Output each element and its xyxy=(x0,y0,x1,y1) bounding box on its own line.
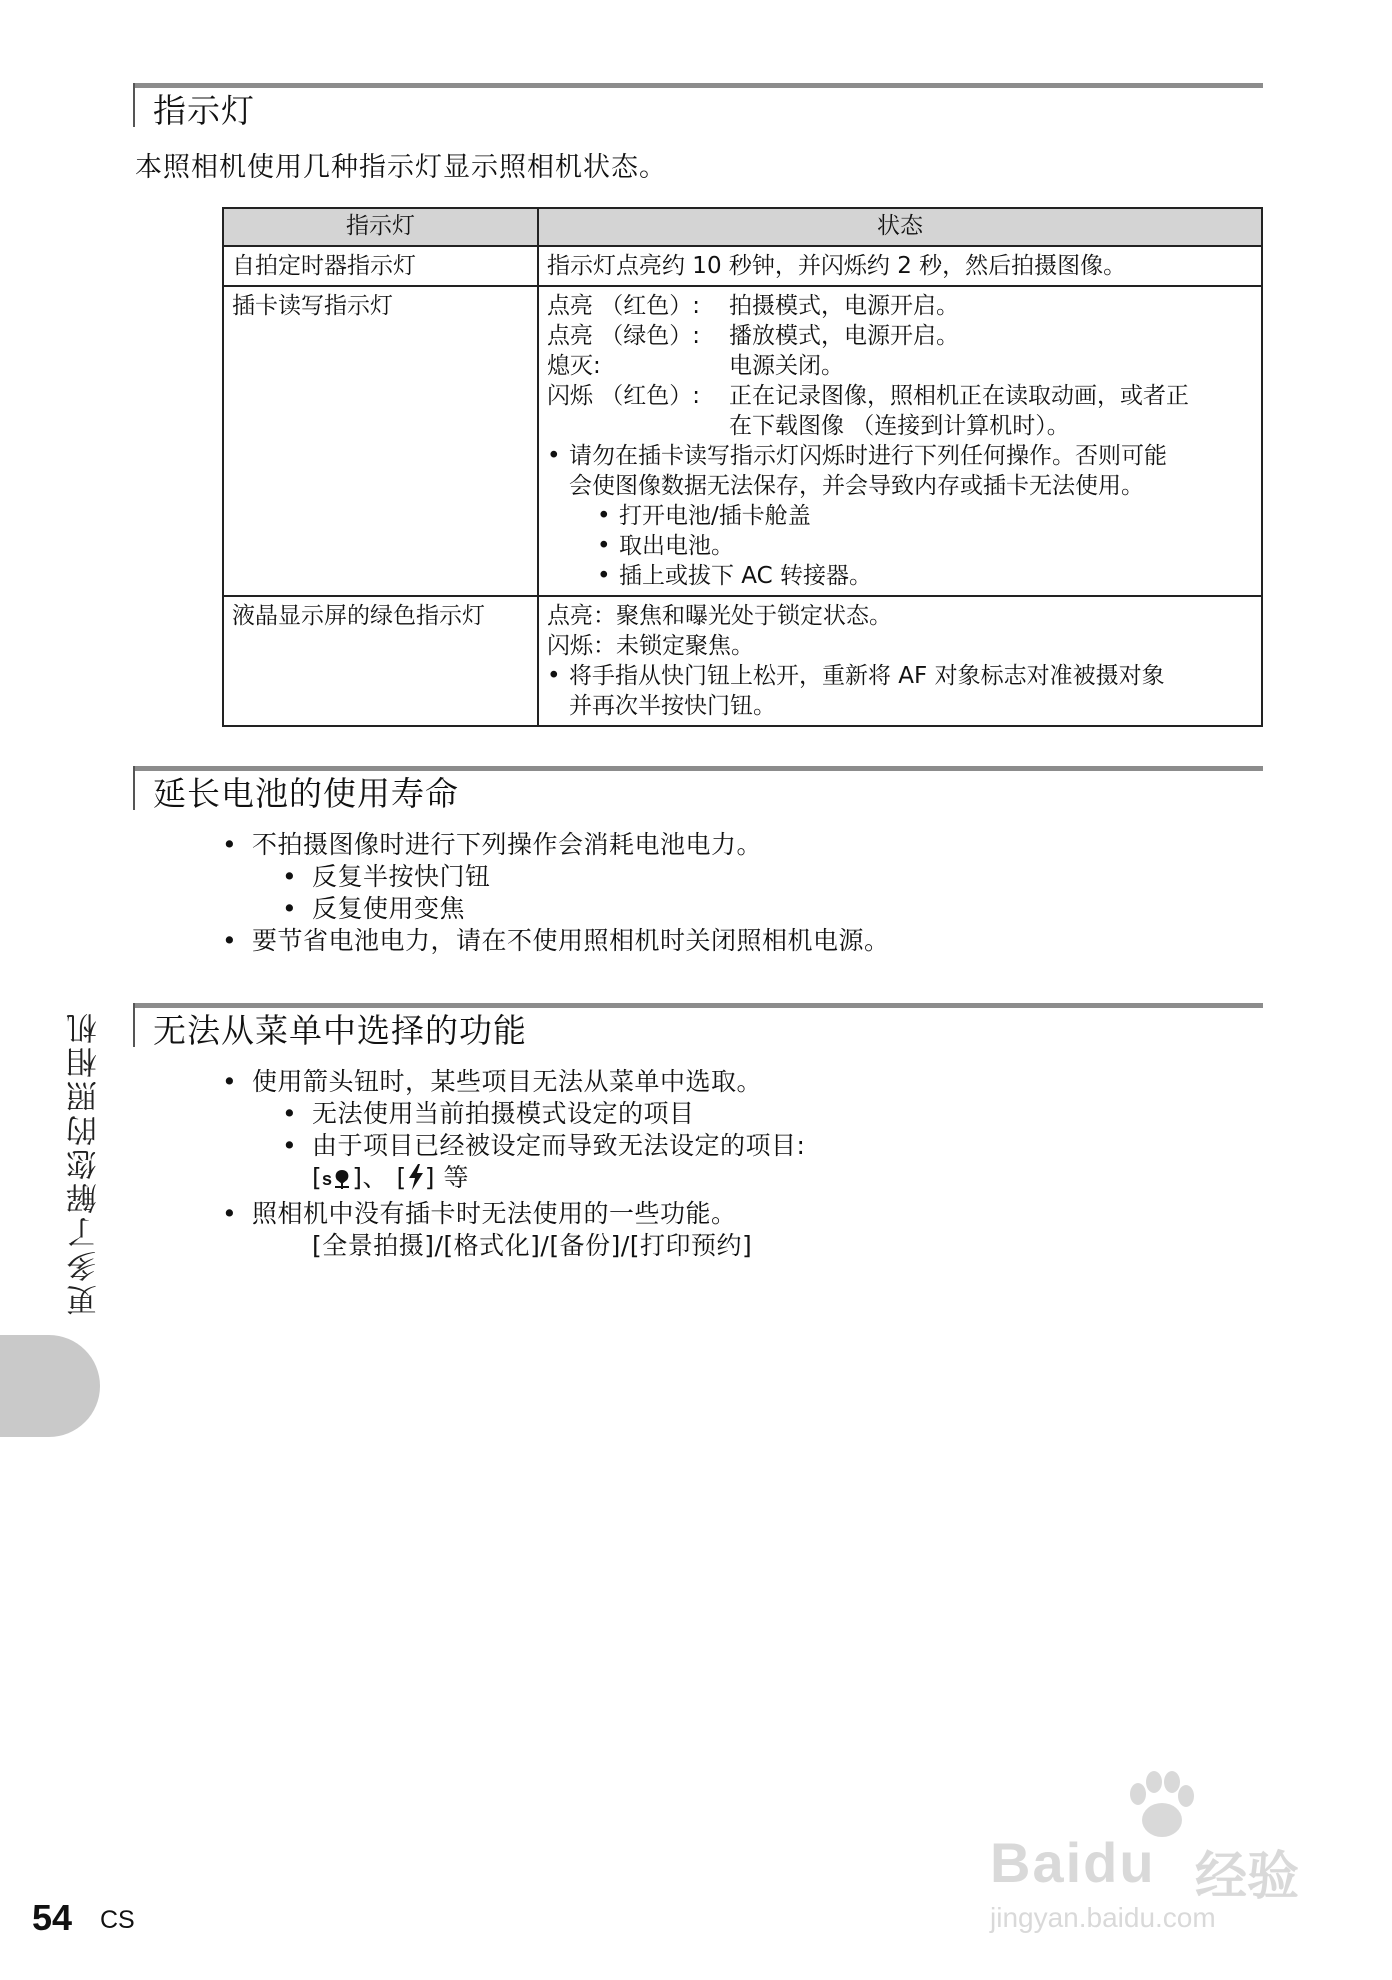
cell-label: 自拍定时器指示灯 xyxy=(223,246,538,286)
page-number: 54 xyxy=(32,1897,73,1938)
header-rule-left xyxy=(133,766,135,810)
sub-bullet: • 打开电池/插卡舱盖 xyxy=(597,503,811,529)
section-title-indicators: 指示灯 xyxy=(153,91,255,130)
list-item: • 不拍摄图像时进行下列操作会消耗电池电力。 xyxy=(222,830,763,859)
list-item-detail: [全景拍摄]/[格式化]/[备份]/[打印预约] xyxy=(312,1231,753,1260)
svg-text:s: s xyxy=(322,1169,333,1189)
intro-text: 本照相机使用几种指示灯显示照相机状态。 xyxy=(135,152,667,183)
status-line: 点亮 （绿色）: 播放模式，电源开启。 xyxy=(547,323,959,349)
section-header xyxy=(133,1003,1263,1050)
note-bullet: • 请勿在插卡读写指示灯闪烁时进行下列任何操作。否则可能 会使图像数据无法保存，并会导致内存或插卡无法使用。 xyxy=(547,443,1167,499)
cell-label: 液晶显示屏的绿色指示灯 xyxy=(223,596,538,726)
indicator-table xyxy=(222,207,1263,727)
list-item-sub: • 无法使用当前拍摄模式设定的项目 xyxy=(282,1099,695,1128)
header-rule xyxy=(133,1003,1263,1008)
list-item-sub: • 反复使用变焦 xyxy=(282,894,466,923)
section-indicators xyxy=(133,83,1263,130)
sub-bullet: • 取出电池。 xyxy=(597,533,734,559)
watermark xyxy=(990,1770,1310,1940)
status-line: 点亮：聚焦和曝光处于锁定状态。 xyxy=(547,603,892,629)
table-row xyxy=(223,246,1262,286)
flash-icon xyxy=(407,1164,425,1198)
list-item: • 使用箭头钮时，某些项目无法从菜单中选取。 xyxy=(222,1067,763,1096)
header-rule-left xyxy=(133,1003,135,1047)
page-language: CS xyxy=(100,1906,135,1934)
column-header-indicator: 指示灯 xyxy=(223,208,538,246)
header-rule xyxy=(133,766,1263,771)
super-macro-icon xyxy=(322,1164,352,1198)
list-item-sub: • 由于项目已经被设定而导致无法设定的项目: xyxy=(282,1131,806,1160)
section-header xyxy=(133,83,1263,130)
section-menu xyxy=(133,1003,1263,1050)
table-row xyxy=(223,286,1262,596)
note-bullet: • 将手指从快门钮上松开，重新将 AF 对象标志对准被摄对象 并再次半按快门钮。 xyxy=(547,663,1165,719)
table-row xyxy=(223,596,1262,726)
battery-list xyxy=(222,829,890,957)
mode-icons-line: [ s ]、 [ ] 等 xyxy=(222,1162,805,1198)
status-line: 闪烁 （红色）: 正在记录图像，照相机正在读取动画，或者正 xyxy=(547,383,1189,409)
status-line: 熄灭: 电源关闭。 xyxy=(547,353,844,379)
column-header-status: 状态 xyxy=(538,208,1262,246)
table-header-row xyxy=(223,208,1262,246)
menu-list xyxy=(222,1066,805,1262)
cell-status xyxy=(538,286,1262,596)
status-line: 闪烁：未锁定聚焦。 xyxy=(547,633,754,659)
section-title-menu: 无法从菜单中选择的功能 xyxy=(153,1011,527,1050)
cell-status xyxy=(538,596,1262,726)
status-line-continued: 在下载图像 （连接到计算机时）。 xyxy=(729,413,1070,439)
section-battery xyxy=(133,766,1263,813)
section-header xyxy=(133,766,1263,813)
header-rule-left xyxy=(133,83,135,127)
sub-bullet: • 插上或拔下 AC 转接器。 xyxy=(597,563,873,589)
watermark-logo-cn: 经验 xyxy=(1195,1847,1300,1907)
watermark-logo: Baidu xyxy=(990,1831,1156,1894)
list-item: • 照相机中没有插卡时无法使用的一些功能。 xyxy=(222,1199,737,1228)
list-item-sub: • 反复半按快门钮 xyxy=(282,862,491,891)
header-rule xyxy=(133,83,1263,88)
watermark-url: jingyan.baidu.com xyxy=(990,1902,1216,1933)
chapter-tab xyxy=(0,1335,100,1437)
status-line: 点亮 （红色）: 拍摄模式，电源开启。 xyxy=(547,293,959,319)
cell-status: 指示灯点亮约 10 秒钟，并闪烁约 2 秒，然后拍摄图像。 xyxy=(538,246,1262,286)
section-title-battery: 延长电池的使用寿命 xyxy=(153,774,459,813)
side-chapter-label: 更多了解您的照相机 xyxy=(67,1010,103,1316)
list-item: • 要节省电池电力，请在不使用照相机时关闭照相机电源。 xyxy=(222,926,890,955)
cell-label: 插卡读写指示灯 xyxy=(223,286,538,596)
